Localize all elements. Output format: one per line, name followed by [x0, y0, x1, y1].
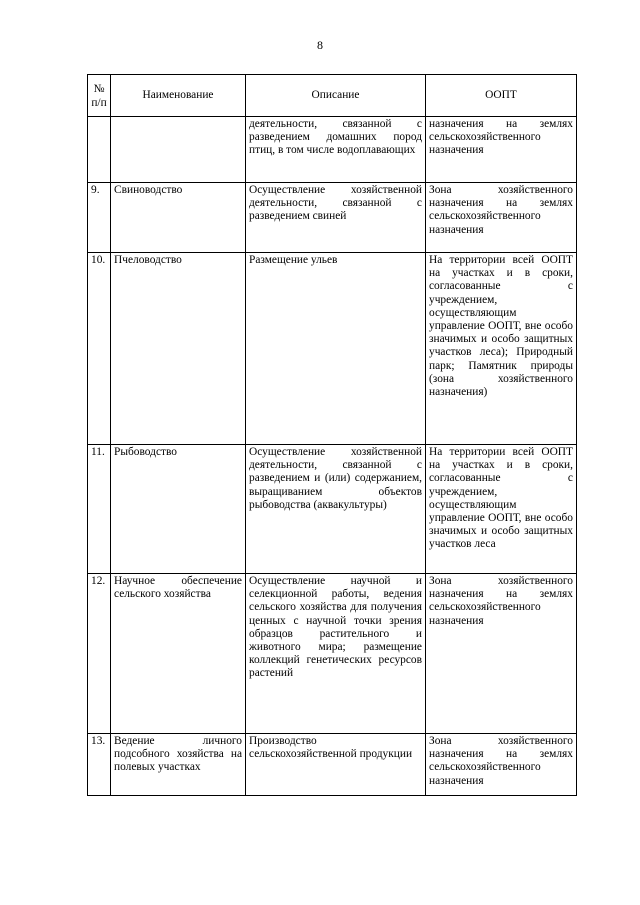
- page-number: 8: [317, 38, 323, 52]
- table-row: [88, 183, 577, 253]
- header-name: Наименование: [111, 75, 246, 117]
- table-row: [88, 445, 577, 574]
- cell-oopt: назначения на землях сельскохозяйственного назначения: [426, 117, 577, 183]
- cell-description: Производство сельскохозяйственной продукции: [246, 734, 426, 796]
- regulation-table: [87, 74, 577, 796]
- cell-description: Осуществление научной и селекционной работы, ведения сельского хозяйства для получения ценных с научной точки зрения образцов растительного и животного мира; размещение коллекций генетических ресурсов растений: [246, 574, 426, 734]
- table-row: [88, 574, 577, 734]
- cell-description: Осуществление хозяйственной деятельности, связанной с разведением и (или) содержанием, выращиванием объектов рыбоводства (аквакультуры): [246, 445, 426, 574]
- cell-num: [88, 117, 111, 183]
- cell-oopt: Зона хозяйственного назначения на землях сельскохозяйственного назначения: [426, 183, 577, 253]
- cell-num: 11.: [88, 445, 111, 574]
- header-description: Описание: [246, 75, 426, 117]
- cell-oopt: Зона хозяйственного назначения на землях сельскохозяйственного назначения: [426, 574, 577, 734]
- cell-description: деятельности, связанной с разведением домашних пород птиц, в том числе водоплавающих: [246, 117, 426, 183]
- cell-name: Ведение личного подсобного хозяйства на полевых участках: [111, 734, 246, 796]
- cell-num: 9.: [88, 183, 111, 253]
- cell-name: [111, 117, 246, 183]
- table-row: [88, 117, 577, 183]
- cell-name: Свиноводство: [111, 183, 246, 253]
- table-row: [88, 253, 577, 445]
- cell-description: Осуществление хозяйственной деятельности, связанной с разведением свиней: [246, 183, 426, 253]
- cell-name: Рыбоводство: [111, 445, 246, 574]
- header-num: № п/п: [88, 75, 111, 117]
- cell-name: Пчеловодство: [111, 253, 246, 445]
- cell-oopt: Зона хозяйственного назначения на землях сельскохозяйственного назначения: [426, 734, 577, 796]
- cell-num: 13.: [88, 734, 111, 796]
- header-oopt: ООПТ: [426, 75, 577, 117]
- cell-oopt: На территории всей ООПТ на участках и в сроки, согласованные с учреждением, осуществляющим управление ООПТ, вне особо значимых и особо защитных участков леса); Природный парк; Памятник природы (зона хозяйственного назначения): [426, 253, 577, 445]
- cell-num: 12.: [88, 574, 111, 734]
- table-header-row: [88, 75, 577, 117]
- table-row: [88, 734, 577, 796]
- cell-num: 10.: [88, 253, 111, 445]
- cell-name: Научное обеспечение сельского хозяйства: [111, 574, 246, 734]
- cell-oopt: На территории всей ООПТ на участках и в сроки, согласованные с учреждением, осуществляющим управление ООПТ, вне особо значимых и особо защитных участков леса: [426, 445, 577, 574]
- cell-description: Размещение ульев: [246, 253, 426, 445]
